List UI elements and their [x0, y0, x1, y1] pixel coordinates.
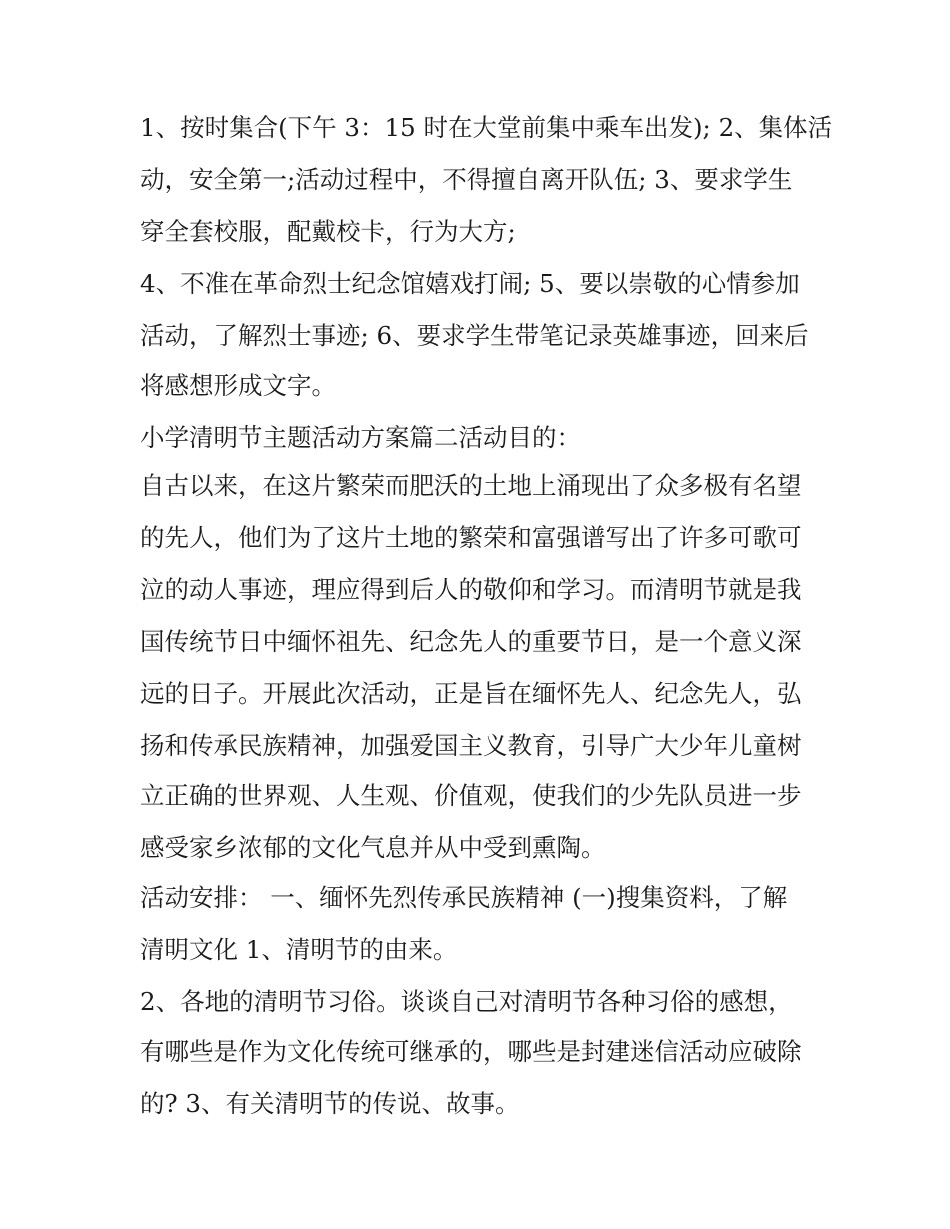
- text-line: 扬和传承民族精神，加强爱国主义教育，引导广大少年儿童树: [140, 731, 802, 760]
- text-line: 活动，了解烈士事迹; 6、要求学生带笔记录英雄事迹，回来后: [140, 321, 809, 350]
- text-line: 2、各地的清明节习俗。谈谈自己对清明节各种习俗的感想，: [140, 987, 793, 1016]
- text-line: 的先人，他们为了这片土地的繁荣和富强谱写出了许多可歌可: [140, 523, 802, 552]
- section-heading: 小学清明节主题活动方案篇二活动目的：: [140, 423, 581, 452]
- text-line: 活动安排： 一、缅怀先烈传承民族精神 (一)搜集资料，了解: [140, 883, 788, 912]
- text-line: 立正确的世界观、人生观、价值观，使我们的少先队员进一步: [140, 781, 802, 810]
- text-line: 将感想形成文字。: [140, 371, 336, 400]
- text-line: 自古以来，在这片繁荣而肥沃的土地上涌现出了众多极有名望: [140, 471, 802, 500]
- text-line: 远的日子。开展此次活动，正是旨在缅怀先人、纪念先人，弘: [140, 679, 802, 708]
- text-line: 4、不准在革命烈士纪念馆嬉戏打闹; 5、要以崇敬的心情参加: [140, 269, 800, 298]
- text-line: 1、按时集合(下午 3：15 时在大堂前集中乘车出发); 2、集体活: [140, 113, 833, 142]
- text-line: 感受家乡浓郁的文化气息并从中受到熏陶。: [140, 833, 606, 862]
- text-line: 穿全套校服，配戴校卡，行为大方;: [140, 217, 516, 246]
- text-line: 泣的动人事迹，理应得到后人的敬仰和学习。而清明节就是我: [140, 575, 802, 604]
- text-line: 的? 3、有关清明节的传说、故事。: [140, 1089, 520, 1118]
- text-line: 动，安全第一;活动过程中，不得擅自离开队伍; 3、要求学生: [140, 165, 793, 194]
- text-line: 清明文化 1、清明节的由来。: [140, 935, 458, 964]
- text-line: 国传统节日中缅怀祖先、纪念先人的重要节日，是一个意义深: [140, 627, 802, 656]
- text-line: 有哪些是作为文化传统可继承的，哪些是封建迷信活动应破除: [140, 1037, 802, 1066]
